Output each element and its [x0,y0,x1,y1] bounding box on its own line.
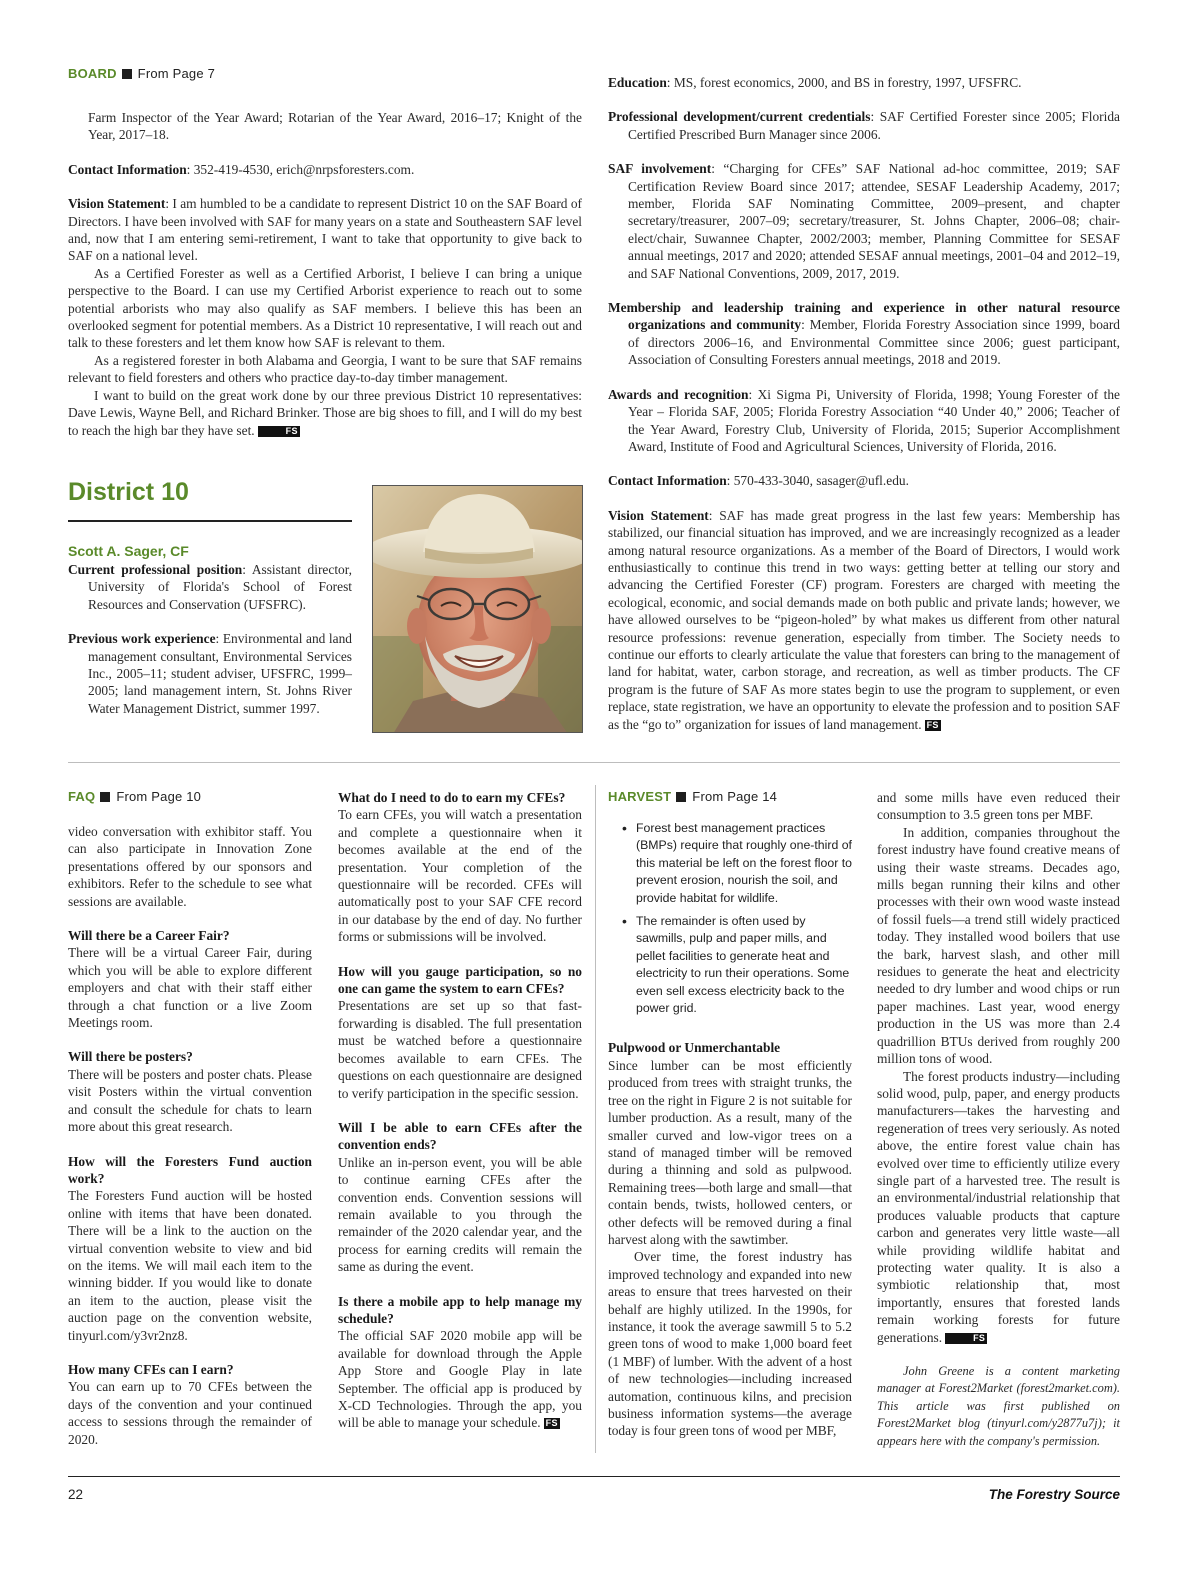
harvest-kicker-label: HARVEST [608,789,672,804]
faq-answer-earn-cfes: To earn CFEs, you will watch a presentation and complete a questionnaire when it becomes available at the end of the presentation. Your completion of the questionnaire will be recorded. CFEs will automatically post to your SAF CFE record in our database by the end of day. No further forms or submissions will be involved. [338,807,582,945]
faq-from-page: From Page 10 [116,789,202,804]
harvest-p4: In addition, companies throughout the forest industry have found creative means of using their waste streams. Decades ago, mills began running their kilns and other processes with their own wood waste instead of fossil fuels—a trend still widely practiced today. They installed wood boilers that use the bark, harvest slash, and other mill residues to generate the heat and electricity needed to dry lumber and wood chips or run paper machines. Last year, wood energy production in the US was more than 2.4 quadrillion BTUs derived from roughly 200 million tons of wood. [877,824,1120,1067]
faq-question-auction: How will the Foresters Fund auction work? [68,1153,312,1186]
faq-intro: video conversation with exhibitor staff. You can also participate in Innovation Zone presentations offered by our sponsors and exhibitors. Refer to the schedule to see what sessions are available. [68,824,312,909]
faq-answer-career-fair: There will be a virtual Career Fair, during which you will be able to explore different employers and chat with their staff either through a chat function or a live Zoom Meetings room. [68,945,312,1031]
harvest-from-page: From Page 14 [692,789,778,804]
fs-end-mark-icon: FS [545,1418,558,1429]
awards-recognition-label: Awards and recognition [608,386,749,402]
harvest-column-2 [877,789,1120,1450]
faq-question-posters: Will there be posters? [68,1049,193,1065]
education-text: : MS, forest economics, 2000, and BS in forestry, 1997, UFSFRC. [666,75,1022,90]
previous-experience-label: Previous work experience [68,631,216,647]
harvest-p5-text: The forest products industry—including solid wood, pulp, paper, and energy products manufacturers—takes the harvesting and regeneration of trees very seriously. As noted above, the entire forest value chain has evolved over time to efficiently utilize every single part of a harvested tree. The result is an environmental/industrial relationship that produces valuable products that capture carbon and generates very little waste—all while providing wildlife habitat and protecting water quality. It is also a symbiotic relationship that, most importantly, ensures that forested lands remain working forests for future generations. [877,1068,1120,1345]
faq-answer-cfe-count: You can earn up to 70 CFEs between the days of the convention and your continued access to sessions through the remainder of 2020. [68,1379,312,1447]
harvest-bullet-list [608,820,852,1017]
education-label: Education [608,75,667,90]
district-vision [608,507,1120,733]
faq-kicker [68,789,201,804]
faq-column-1 [68,823,312,1448]
faq-question-after-convention: Will I be able to earn CFEs after the convention ends? [338,1119,582,1153]
board-vision-p4-text: I want to build on the great work done by our three previous District 10 representatives: Dave Lewis, Wayne Bell, and Richard Brinker. Those are big shoes to fill, and I will do my best to reach the high bar they have set. [68,387,582,438]
faq-answer-gauge: Presentations are set up so that fast-forwarding is disabled. The full presentation must be watched before a questionnaire becomes available to earn CFEs. The questions on each questionnaire are designed to verify participation in the specific session. [338,998,582,1101]
board-kicker-label: BOARD [68,66,117,81]
faq-question-career-fair: Will there be a Career Fair? [68,928,230,944]
page-number: 22 [68,1487,84,1502]
square-bullet-icon [122,69,132,79]
faq-answer-auction: The Foresters Fund auction will be hosted online with items that have been donated. There will be a link to the auction on the virtual convention website to view and bid on the items. We will mail each item to the winning bidder. If you would like to donate an item to the auction, please visit the auction page on the convention website, tinyurl.com/y3vr2nz8. [68,1188,312,1343]
faq-kicker-label: FAQ [68,789,96,804]
district-title: District 10 [68,478,189,506]
candidate-name: Scott A. Sager, CF [68,543,189,559]
district-title-rule [68,520,352,522]
district-vision-text: : SAF has made great progress in the last few years: Membership has stabilized, our financial situation has improved, and we are increasingly recognized as a leader among natural resource organizations. As a member of the Board of Directors, I would work enthusiastically to continue this trend in two ways: getting better at telling our story and advancing the Certified Forester (CF) program. Foresters are charged with meeting the ecological, economic, and social demands made on both public and private lands; however, we have allowed ourselves to be “pigeon-holed” by what makes us different from other natural resource professions: revenue generation, especially from timber. The Society needs to continue our efforts to clearly articulate the value that foresters can bring to the management of land for habitat, water, carbon storage, and recreation, as well as timber products. The CF program is the future of SAF As more states begin to use the program to supplement, or even replace, state registration, we have an opportunity to elevate the profession and to position SAF as the “go to” organization for issues of land management. [608,507,1120,732]
current-position-label: Current professional position [68,562,243,577]
harvest-bullet-bmp: • Forest best management practices (BMPs) require that roughly one-third of this material be left on the forest floor to prevent erosion, nourish the soil, and provide habitat for wildlife. [608,820,852,907]
previous-experience [68,630,352,717]
board-contact-text: : 352-419-4530, erich@nrpsforesters.com. [186,161,415,177]
faq-question-earn-cfes: What do I need to do to earn my CFEs? [338,790,566,805]
professional-development [608,108,1120,143]
district-right-column [608,74,1120,733]
current-position-text: : Assistant director, University of Florida's School of Forest Resources and Conservation (UFSFRC). [88,562,353,612]
current-position [68,561,352,613]
faq-question-gauge: How will you gauge participation, so no one can game the system to earn CFEs? [338,963,582,997]
faq-question-cfe-count: How many CFEs can I earn? [68,1361,234,1377]
board-vision-p4 [68,387,582,439]
board-vision-text: : I am humbled to be a candidate to represent District 10 on the SAF Board of Directors. I have been involved with SAF for many years on a state and Southeastern SAF level and, now that I am entering semi-retirement, I want to take that opportunity to give back to SAF on a national level. [68,196,583,264]
membership-leadership [608,299,1120,369]
harvest-p5 [877,1068,1120,1347]
district-left-column [68,561,352,717]
faq-answer-mobile-app [338,1327,582,1431]
district-contact-text: : 570-433-3040, sasager@ufl.edu. [726,473,909,489]
saf-involvement-text: : “Charging for CFEs” SAF National ad-hoc committee, 2019; SAF Certification Review Board since 2017; attendee, SESAF Leadership Academy, 2017; member, Florida SAF Nominating Committee, 2009–present, and chapter secretary/treasurer, 2007–09; secretary/treasurer, St. Johns Chapter, 2006–08; chair-elect/chair, Suwannee Chapter, 2002/2003; member, Planning Committee for SESAF annual meetings, 2017 and 2020; attended SESAF annual meetings, 2001–04 and 2012–19, and SAF National Conventions, 2009, 2017, 2019. [628,161,1120,281]
faq-answer-mobile-app-text: The official SAF 2020 mobile app will be available for download through the Apple App Store and Google Play in late September. The official app is produced by X-CD Technologies. Through the app, you will be able to manage your schedule. [338,1328,582,1431]
district-vision-label: Vision Statement [608,507,709,523]
square-bullet-icon [100,792,110,802]
professional-development-text: : SAF Certified Forester since 2005; Florida Certified Prescribed Burn Manager since 2006. [628,109,1121,142]
fs-end-mark-icon: FS [926,719,939,730]
awards-recognition-text: : Xi Sigma Pi, University of Florida, 1998; Young Forester of the Year – Florida SAF, 2005; Florida Forestry Association “40 Under 40,” 2006; Teacher of the Year Award, Forestry Club, University of Florida, 2015; Superior Accomplishment Award, Institute of Food and Agricultural Sciences, University of Florida, 2016. [628,386,1120,454]
harvest-p1: Since lumber can be most efficiently produced from trees with straight trunks, the tree on the right in Figure 2 is not suitable for lumber production. As a result, many of the smaller curved and low-vigor trees on a stand of managed timber will be removed during a thinning and sold as pulpwood. Remaining trees—both large and small—that contain bends, twists, hollowed centers, or other defects will be removed during a final harvest along with the sawtimber. [608,1057,852,1247]
board-from-page: From Page 7 [137,66,216,81]
section-divider [68,762,1120,763]
membership-leadership-text: : Member, Florida Forestry Association since 1999, board of directors 2006–16, and Environmental Committee since 2006; guest participant, Association of Consulting Foresters annual meetings, 2018 and 2019. [628,317,1120,368]
saf-involvement-label: SAF involvement [608,161,712,177]
board-vision-label: Vision Statement [68,196,166,212]
candidate-portrait-image [372,485,583,733]
board-kicker [68,66,215,81]
education [608,74,1120,91]
faq-answer-after-convention: Unlike an in-person event, you will be able to continue earning CFEs after the convention ends. Convention sessions will remain available to you through the remainder of the 2020 calendar year, and the process for earning credits will remain the same as during the event. [338,1154,582,1275]
harvest-kicker [608,789,777,804]
square-bullet-icon [676,792,686,802]
board-contact [68,161,582,178]
harvest-body-1 [608,1039,852,1439]
board-awards-continued: Farm Inspector of the Year Award; Rotarian of the Year Award, 2016–17; Knight of the Year, 2017–18. [88,110,582,143]
board-contact-label: Contact Information [68,161,187,177]
harvest-subhead: Pulpwood or Unmerchantable [608,1040,781,1056]
faq-column-2 [338,789,582,1432]
faq-question-mobile-app: Is there a mobile app to help manage my schedule? [338,1293,582,1326]
harvest-p3: and some mills have even reduced their consumption to 3.5 green tons per MBF. [877,790,1120,823]
footer-rule [68,1476,1120,1477]
awards-recognition [608,386,1120,456]
board-column [68,109,582,439]
saf-involvement [608,160,1120,282]
previous-experience-text: : Environmental and land management consultant, Environmental Services Inc., 2005–11; student adviser, UFSFRC, 1999–2005; land management intern, St. Johns River Water Management District, summer 1997. [88,631,352,716]
board-vision-p3: As a registered forester in both Alabama and Georgia, I want to be sure that SAF remains relevant to field foresters and others who practice day-to-day timber management. [68,352,582,386]
faq-answer-posters: There will be posters and poster chats. Please visit Posters within the virtual convention and consult the schedule for chats to learn more about this great research. [68,1066,312,1135]
membership-leadership-label: Membership and leadership training and experience in other natural resource organizations and community [608,300,1120,333]
harvest-byline: John Greene is a content marketing manager at Forest2Market (forest2market.com). This article was first published on Forest2Market blog (tinyurl.com/y2877u7j); it appears here with the company's permission. [877,1364,1120,1448]
district-contact [608,472,1120,489]
professional-development-label: Professional development/current credentials [608,109,871,125]
harvest-bullet-mills: • The remainder is often used by sawmills, pulp and paper mills, and pellet facilities to generate heat and electricity to run their operations. Some even sell excess electricity back to the power grid. [608,913,852,1017]
district-contact-label: Contact Information [608,473,727,489]
column-divider [595,785,596,1453]
publication-title: The Forestry Source [988,1487,1120,1502]
board-vision-p1 [68,195,582,265]
harvest-column-1 [608,820,852,1440]
fs-end-mark-icon: FS [258,426,300,437]
harvest-p2: Over time, the forest industry has improved technology and expanded into new areas to ensure that trees harvested on their behalf are highly utilized. In the 1990s, for instance, it took the average sawmill 5 to 5.2 green tons of wood to make 1,000 board feet (1 MBF) of lumber. With the advent of a host of new technologies—including increased automation, continuous kilns, and precision business information systems—the average today is four green tons of wood per MBF, [608,1249,852,1439]
board-vision-p2: As a Certified Forester as well as a Certified Arborist, I believe I can bring a unique perspective to the Board. I can use my Certified Arborist experience to reach out to some potential arborists who may also qualify as SAF members. I believe this has been an overlooked segment for potential members. As a District 10 representative, I will reach out and talk to these foresters and let them know how SAF is relevant to them. [68,265,582,351]
portrait-illustration [373,486,583,733]
fs-end-mark-icon: FS [945,1333,987,1344]
